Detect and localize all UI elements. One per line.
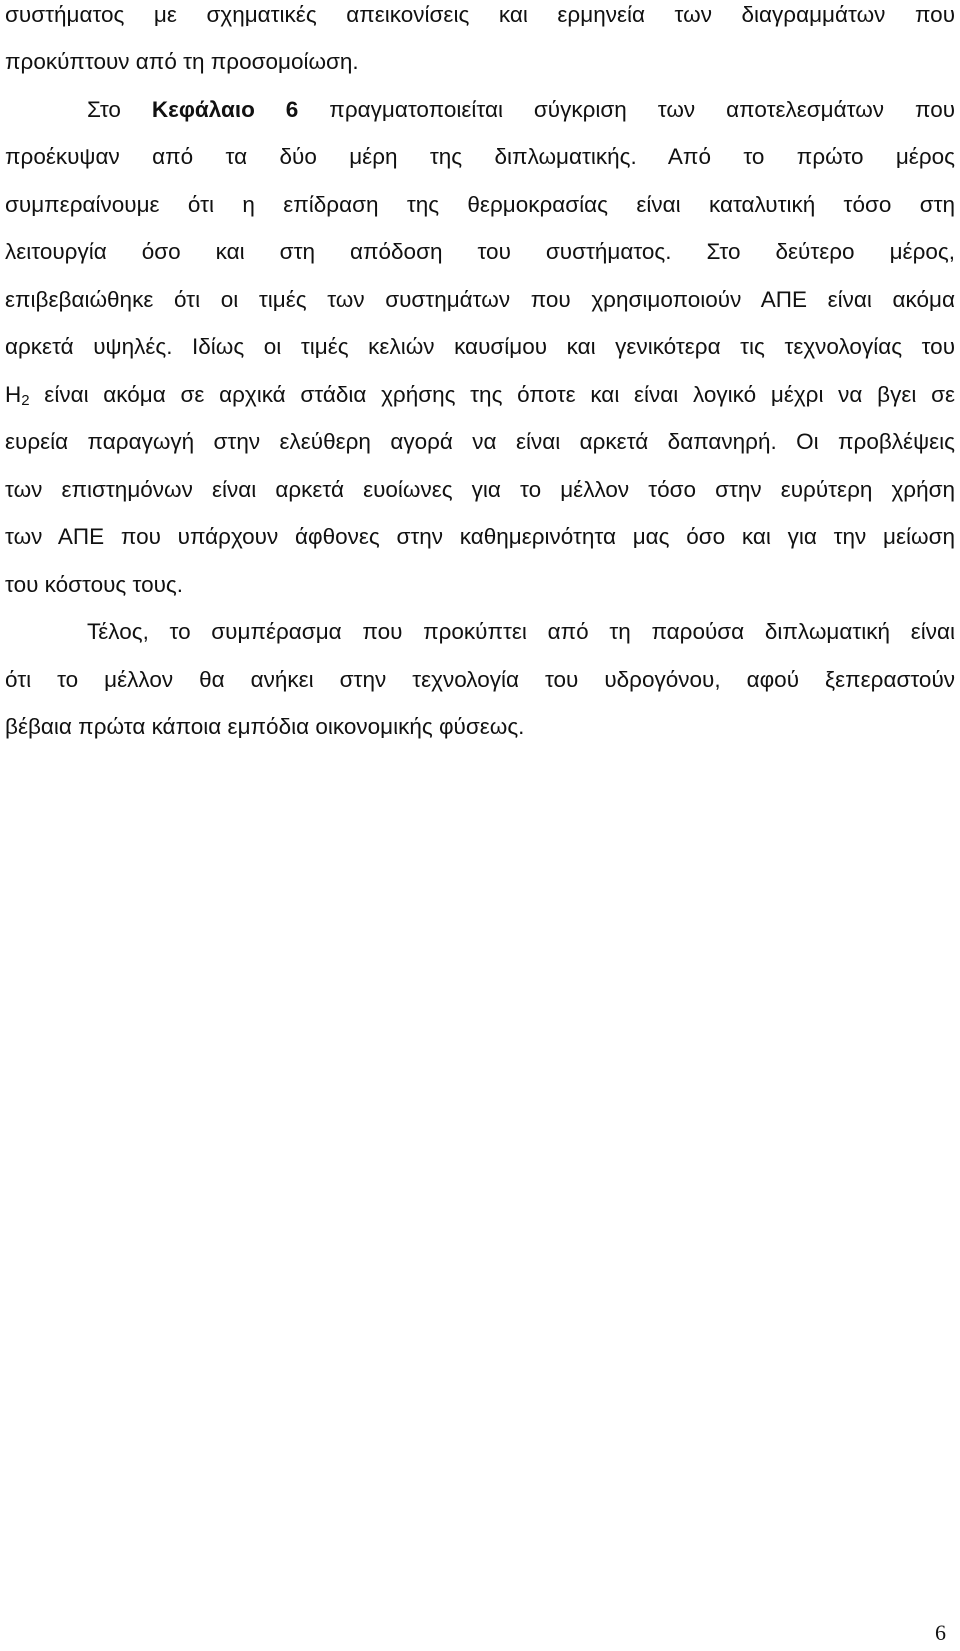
- text-line: λειτουργία όσο και στη απόδοση του συστήματος. Στο δεύτερο μέρος,: [5, 239, 955, 264]
- text-line: επιβεβαιώθηκε ότι οι τιμές των συστημάτων που χρησιμοποιούν ΑΠΕ είναι ακόμα: [5, 287, 955, 312]
- chapter-reference: Κεφάλαιο 6: [151, 97, 299, 122]
- text-segment: Στο: [87, 97, 152, 122]
- page-number: 6: [935, 1620, 946, 1645]
- text-line: των ΑΠΕ που υπάρχουν άφθονες στην καθημερινότητα μας όσο και για την μείωση: [5, 524, 955, 549]
- text-line: προέκυψαν από τα δύο μέρη της διπλωματικής. Από το πρώτο μέρος: [5, 144, 955, 169]
- text-line: ευρεία παραγωγή στην ελεύθερη αγορά να είναι αρκετά δαπανηρή. Οι προβλέψεις: [5, 429, 955, 454]
- text-segment: H: [5, 382, 22, 407]
- text-segment: πραγματοποιείται σύγκριση των αποτελεσμάτων που: [298, 97, 956, 122]
- text-line: [5, 380, 955, 428]
- text-line: βέβαια πρώτα κάποια εμπόδια οικονομικής φύσεως.: [5, 714, 525, 739]
- text-line: του κόστους τους.: [5, 572, 183, 597]
- text-line: Τέλος, το συμπέρασμα που προκύπτει από τη παρούσα διπλωματική είναι: [87, 619, 955, 644]
- text-line: ότι το μέλλον θα ανήκει στην τεχνολογία του υδρογόνου, αφού ξεπεραστούν: [5, 667, 955, 692]
- text-line: αρκετά υψηλές. Ιδίως οι τιμές κελιών καυσίμου και γενικότερα τις τεχνολογίας του: [5, 334, 955, 359]
- text-line: συμπεραίνουμε ότι η επίδραση της θερμοκρασίας είναι καταλυτική τόσο στη: [5, 192, 955, 217]
- text-line: συστήματος με σχηματικές απεικονίσεις και ερμηνεία των διαγραμμάτων που: [5, 2, 955, 27]
- text-line: προκύπτουν από τη προσομοίωση.: [5, 49, 359, 74]
- text-line: των επιστημόνων είναι αρκετά ευοίωνες για το μέλλον τόσο στην ευρύτερη χρήση: [5, 477, 955, 502]
- text-line: [87, 95, 955, 143]
- subscript: 2: [21, 392, 30, 409]
- text-segment: είναι ακόμα σε αρχικά στάδια χρήσης της όποτε και είναι λογικό μέχρι να βγει σε: [29, 382, 955, 407]
